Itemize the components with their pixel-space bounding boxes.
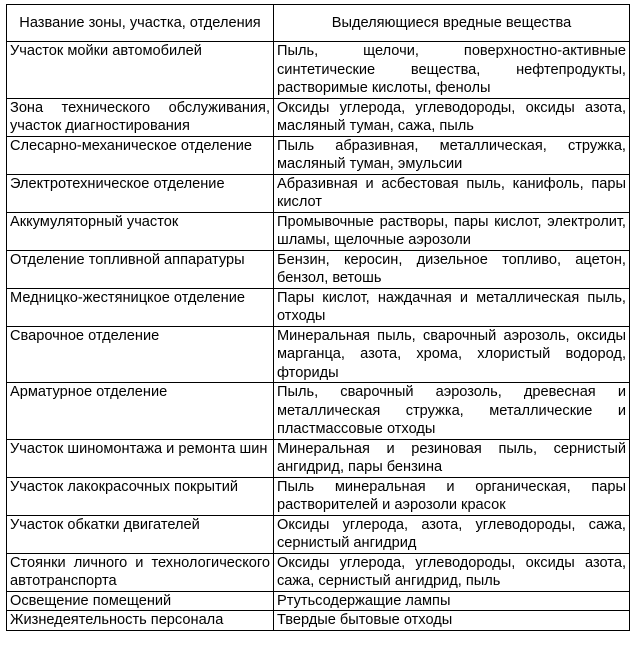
zone-cell: Участок обкатки двигателей <box>7 515 274 553</box>
table-row <box>7 439 630 477</box>
header-substances: Выделяющиеся вредные вещества <box>274 5 630 42</box>
substances-cell: Минеральная пыль, сварочный аэрозоль, оксиды марганца, азота, хрома, хлористый водород, фториды <box>274 326 630 383</box>
substances-cell: Минеральная и резиновая пыль, сернистый ангидрид, пары бензина <box>274 439 630 477</box>
zone-cell: Стоянки личного и технологического автотранспорта <box>7 553 274 591</box>
zone-cell: Слесарно-механическое отделение <box>7 136 274 174</box>
zone-cell: Электротехническое отделение <box>7 174 274 212</box>
zone-cell: Аккумуляторный участок <box>7 212 274 250</box>
table-header-row <box>7 5 630 42</box>
zone-cell: Участок шиномонтажа и ремонта шин <box>7 439 274 477</box>
table-row <box>7 591 630 611</box>
table-row <box>7 515 630 553</box>
table-row <box>7 250 630 288</box>
substances-cell: Пыль, щелочи, поверхностно-активные синтетические вещества, нефтепродукты, растворимые кислоты, фенолы <box>274 42 630 99</box>
substances-cell: Пыль, сварочный аэрозоль, древесная и металлическая стружка, металлические и пластмассовые отходы <box>274 383 630 440</box>
zone-cell: Участок мойки автомобилей <box>7 42 274 99</box>
table-row <box>7 326 630 383</box>
zone-cell: Участок лакокрасочных покрытий <box>7 477 274 515</box>
zone-cell: Освещение помещений <box>7 591 274 611</box>
table-row <box>7 288 630 326</box>
substances-cell: Оксиды углерода, углеводороды, оксиды азота, масляный туман, сажа, пыль <box>274 98 630 136</box>
substances-cell: Пыль минеральная и органическая, пары растворителей и аэрозоли красок <box>274 477 630 515</box>
table-row <box>7 477 630 515</box>
substances-cell: Твердые бытовые отходы <box>274 611 630 631</box>
table-row <box>7 136 630 174</box>
zone-cell: Медницко-жестяницкое отделение <box>7 288 274 326</box>
zone-cell: Арматурное отделение <box>7 383 274 440</box>
zone-cell: Жизнедеятельность персонала <box>7 611 274 631</box>
substances-cell: Оксиды углерода, углеводороды, оксиды азота, сажа, сернистый ангидрид, пыль <box>274 553 630 591</box>
substances-cell: Бензин, керосин, дизельное топливо, ацетон, бензол, ветошь <box>274 250 630 288</box>
header-zone: Название зоны, участка, отделения <box>7 5 274 42</box>
hazards-table <box>6 4 630 631</box>
zone-cell: Отделение топливной аппаратуры <box>7 250 274 288</box>
substances-cell: Ртутьсодержащие лампы <box>274 591 630 611</box>
substances-cell: Пары кислот, наждачная и металлическая пыль, отходы <box>274 288 630 326</box>
zone-cell: Зона технического обслуживания, участок диагностирования <box>7 98 274 136</box>
table-row <box>7 212 630 250</box>
substances-cell: Абразивная и асбестовая пыль, канифоль, пары кислот <box>274 174 630 212</box>
substances-cell: Оксиды углерода, азота, углеводороды, сажа, сернистый ангидрид <box>274 515 630 553</box>
table-row <box>7 383 630 440</box>
table-row <box>7 174 630 212</box>
table-row <box>7 553 630 591</box>
table-row <box>7 98 630 136</box>
table-row <box>7 42 630 99</box>
substances-cell: Пыль абразивная, металлическая, стружка, масляный туман, эмульсии <box>274 136 630 174</box>
table-row <box>7 611 630 631</box>
zone-cell: Сварочное отделение <box>7 326 274 383</box>
substances-cell: Промывочные растворы, пары кислот, электролит, шламы, щелочные аэрозоли <box>274 212 630 250</box>
